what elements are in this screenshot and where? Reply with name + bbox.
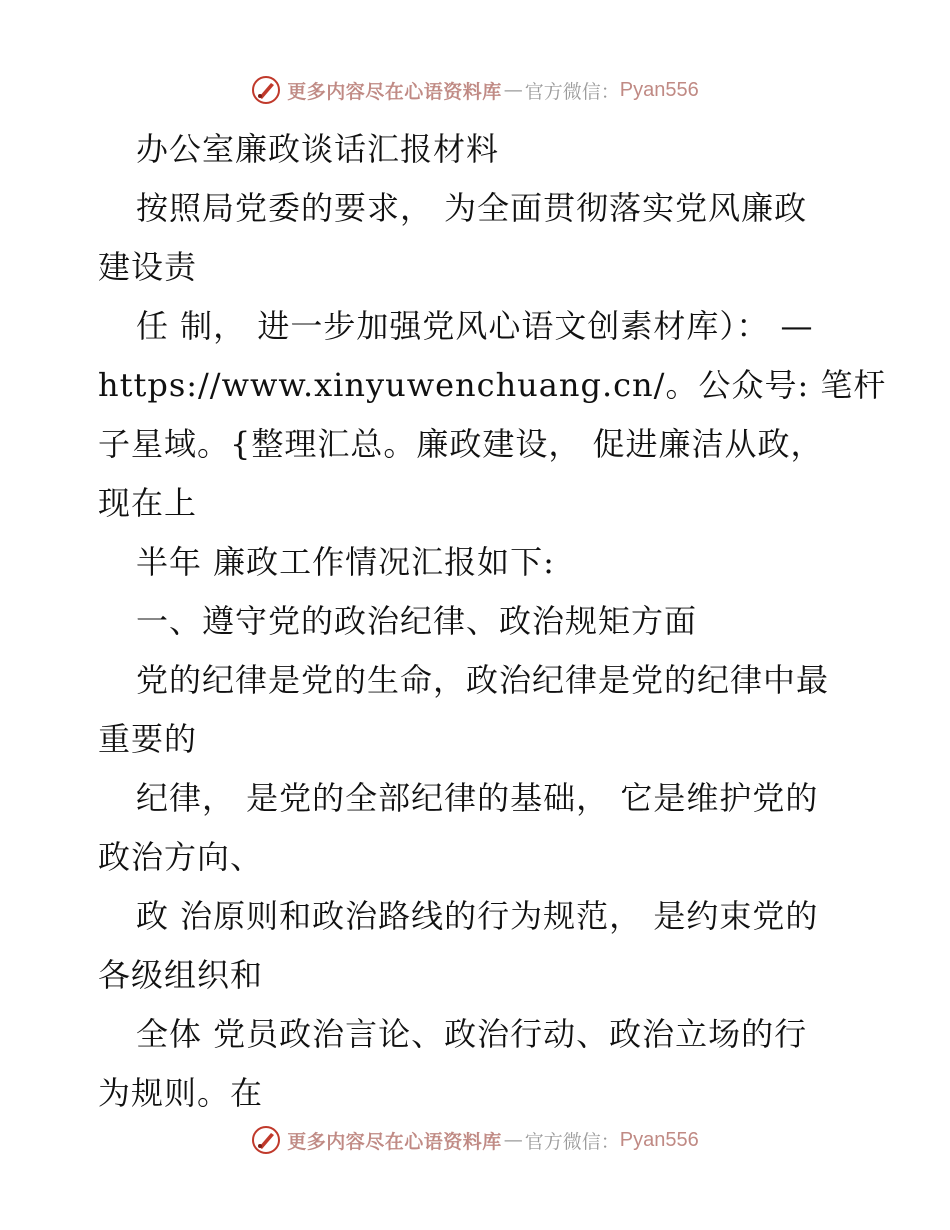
- wechat-id: Pyan556: [619, 1128, 699, 1151]
- text-line: 按照局党委的要求， 为全面贯彻落实党风廉政: [136, 189, 808, 227]
- text-line: 半年 廉政工作情况汇报如下:: [136, 543, 555, 581]
- text-line: 现在上: [98, 484, 198, 522]
- site-slogan: 更多内容尽在心语资料库: [287, 1130, 502, 1153]
- text-line: 为规则。在: [98, 1074, 264, 1112]
- text-line: 各级组织和: [98, 956, 264, 994]
- text-line: 政 治原则和政治路线的行为规范， 是约束党的: [136, 897, 819, 935]
- banner-dash: —: [503, 1129, 523, 1151]
- footer-banner: [0, 1120, 950, 1160]
- quill-logo-icon: [251, 75, 281, 105]
- header-banner: [0, 70, 950, 110]
- text-line: 任 制， 进一步加强党风心语文创素材库）： —: [136, 307, 814, 345]
- text-line: 建设责: [98, 248, 198, 286]
- text-line: https://www.xinyuwenchuang.cn/。公众号: 笔杆: [98, 366, 887, 404]
- wechat-id: Pyan556: [619, 78, 699, 101]
- text-line: 党的纪律是党的生命，政治纪律是党的纪律中最: [136, 661, 830, 699]
- text-line: 重要的: [98, 720, 198, 758]
- text-line: 子星域。{整理汇总。廉政建设， 促进廉洁从政，: [98, 425, 824, 463]
- section-heading: 一、遵守党的政治纪律、政治规矩方面: [136, 602, 698, 640]
- banner-dash: —: [503, 79, 523, 101]
- wechat-label: 官方微信：: [524, 1130, 620, 1153]
- site-slogan: 更多内容尽在心语资料库: [287, 80, 502, 103]
- wechat-label: 官方微信：: [524, 80, 620, 103]
- document-title: 办公室廉政谈话汇报材料: [136, 130, 500, 168]
- text-line: 全体 党员政治言论、政治行动、政治立场的行: [136, 1015, 808, 1053]
- document-body: [98, 120, 887, 1123]
- text-line: 纪律， 是党的全部纪律的基础， 它是维护党的: [136, 779, 819, 817]
- quill-logo-icon: [251, 1125, 281, 1155]
- text-line: 政治方向、: [98, 838, 264, 876]
